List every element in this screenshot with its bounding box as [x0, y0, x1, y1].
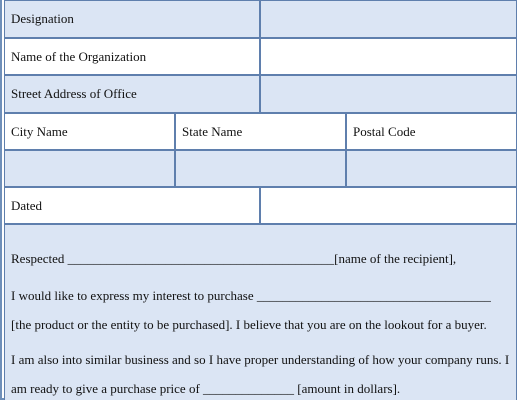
organization-field[interactable] — [260, 38, 517, 75]
street-field[interactable] — [260, 75, 517, 113]
letter-body — [4, 224, 517, 400]
state-field[interactable] — [175, 150, 346, 187]
letter-line-3: [the product or the entity to be purchased]. I believe that you are on the lookout for a buyer. — [11, 317, 487, 332]
organization-row — [4, 38, 517, 75]
postal-label: Postal Code — [346, 113, 517, 150]
city-label: City Name — [4, 113, 175, 150]
letter-line-1: Respected _________________________________________[name of the recipient], — [11, 251, 457, 266]
street-label: Street Address of Office — [4, 75, 260, 113]
city-field[interactable] — [4, 150, 175, 187]
organization-label: Name of the Organization — [4, 38, 260, 75]
dated-row — [4, 187, 517, 224]
postal-field[interactable] — [346, 150, 517, 187]
designation-field[interactable] — [260, 0, 517, 38]
state-label: State Name — [175, 113, 346, 150]
location-fields-row — [4, 150, 517, 187]
letter-line-5: am ready to give a purchase price of ______________ [amount in dollars]. — [11, 381, 401, 396]
dated-field[interactable] — [260, 187, 517, 224]
letter-line-2: I would like to express my interest to purchase ____________________________________ — [11, 288, 491, 303]
dated-label: Dated — [4, 187, 260, 224]
designation-row — [4, 0, 517, 38]
letter-line-4: I am also into similar business and so I have proper understanding of how your company runs. I — [11, 352, 510, 367]
location-labels-row — [4, 113, 517, 150]
designation-label: Designation — [4, 0, 260, 38]
street-row — [4, 75, 517, 113]
